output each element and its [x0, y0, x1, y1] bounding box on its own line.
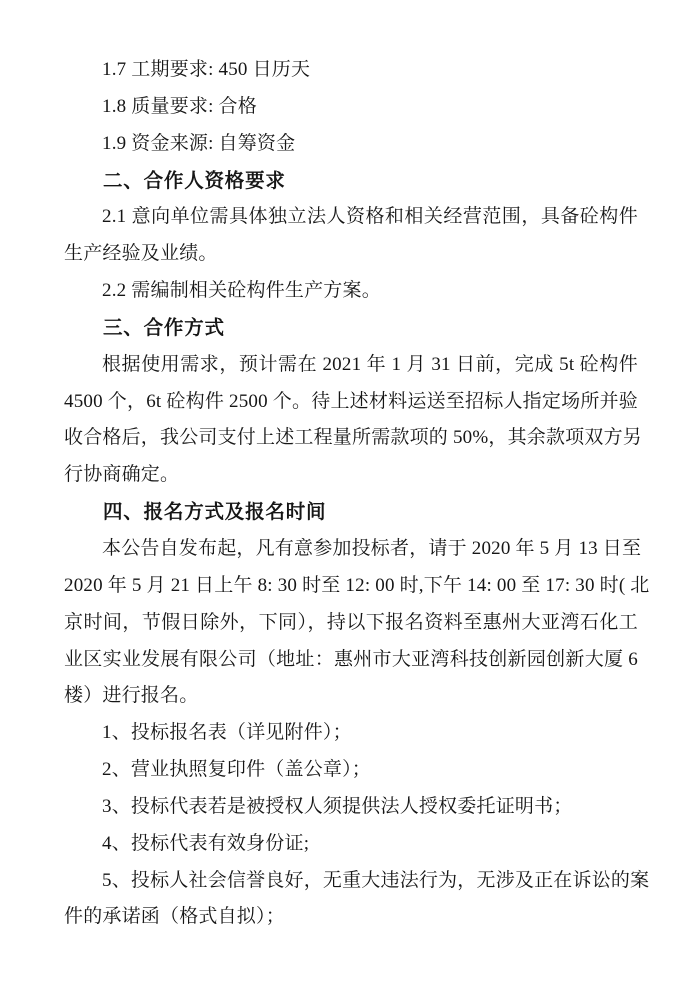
text-line: 1.7 工期要求: 450 日历天 — [102, 59, 311, 80]
text-line: 2.1 意向单位需具体独立法人资格和相关经营范围，具备砼构件 — [102, 206, 638, 228]
text-line: 1.9 资金来源: 自筹资金 — [102, 132, 296, 154]
text-line: 4、投标代表有效身份证; — [102, 832, 310, 854]
text-line: 1、投标报名表（详见附件）； — [102, 722, 352, 744]
text-line: 京时间，节假日除外，下同），持以下报名资料至惠州大亚湾石化工 — [64, 611, 638, 633]
text-line: 5、投标人社会信誉良好，无重大违法行为，无涉及正在诉讼的案 — [102, 869, 650, 891]
text-line: 行协商确定。 — [64, 464, 180, 486]
text-line: 1.8 质量要求: 合格 — [102, 95, 257, 117]
text-line: 件的承诺函（格式自拟）； — [64, 906, 285, 928]
text-line: 4500 个，6t 砼构件 2500 个。待上述材料运送至招标人指定场所并验 — [64, 390, 638, 412]
document-body — [64, 52, 650, 936]
section-heading: 四、报名方式及报名时间 — [103, 501, 327, 524]
text-line: 本公告自发布起，凡有意参加投标者，请于 2020 年 5 月 13 日至 — [102, 537, 642, 559]
text-line: 收合格后，我公司支付上述工程量所需款项的 50%，其余款项双方另 — [64, 427, 642, 449]
text-line: 根据使用需求，预计需在 2021 年 1 月 31 日前，完成 5t 砼构件 — [102, 353, 638, 375]
text-line: 业区实业发展有限公司（地址：惠州市大亚湾科技创新园创新大厦 6 — [64, 648, 638, 670]
text-line: 生产经验及业绩。 — [64, 243, 218, 265]
text-line: 2020 年 5 月 21 日上午 8: 30 时至 12: 00 时,下午 14: 00 至 17: 30 时( 北 — [64, 574, 650, 596]
text-line: 楼）进行报名。 — [64, 685, 199, 707]
text-line: 3、投标代表若是被授权人须提供法人授权委托证明书； — [102, 795, 573, 817]
section-heading: 二、合作人资格要求 — [103, 169, 286, 192]
text-line: 2、营业执照复印件（盖公章）； — [102, 759, 372, 781]
section-heading: 三、合作方式 — [103, 316, 225, 339]
text-line: 2.2 需编制相关砼构件生产方案。 — [102, 280, 381, 302]
